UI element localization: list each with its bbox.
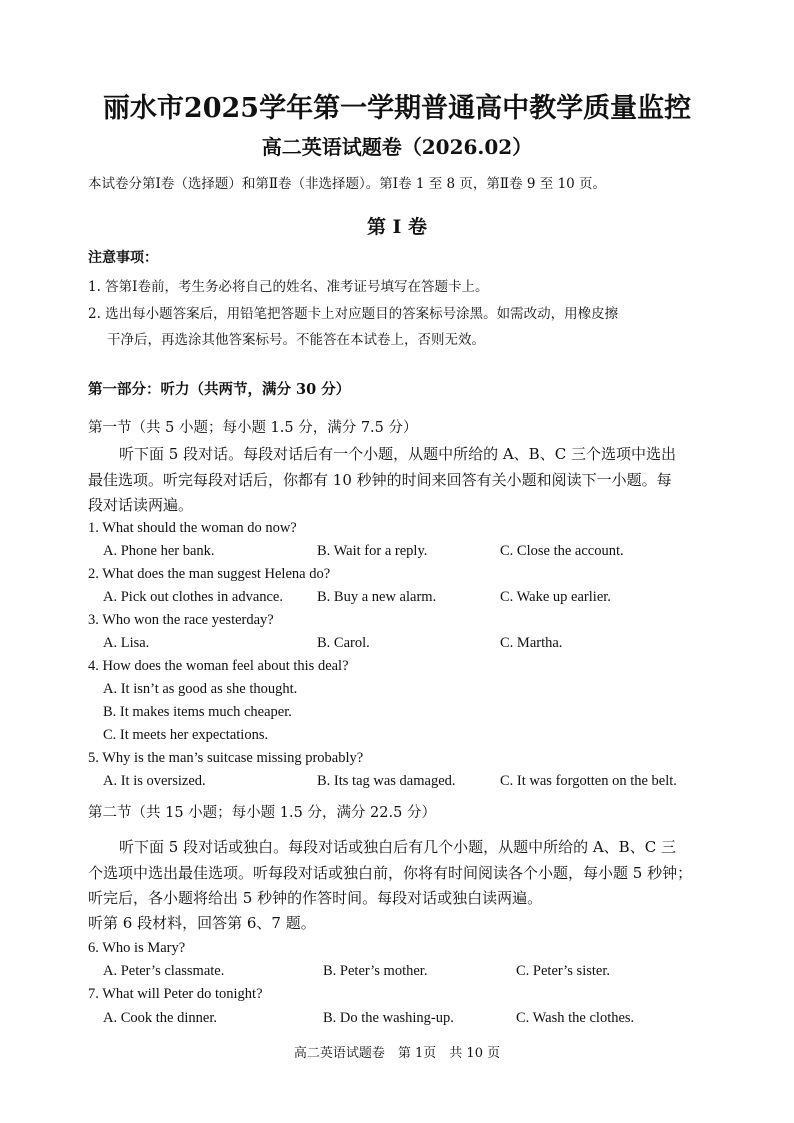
note-item-1: 1. 答第Ⅰ卷前，考生务必将自己的姓名、准考证号填写在答题卡上。 — [88, 279, 489, 295]
section1-instructions-line-2: 最佳选项。听完每段对话后，你都有 10 秒钟的时间来回答有关小题和阅读下一小题。每 — [88, 471, 672, 489]
question-1-option-b: B. Wait for a reply. — [317, 543, 428, 559]
question-2-option-a: A. Pick out clothes in advance. — [103, 589, 283, 605]
question-3-option-b: B. Carol. — [317, 635, 370, 651]
note-item-2-line-1: 2. 选出每小题答案后，用铅笔把答题卡上对应题目的答案标号涂黑。如需改动，用橡皮擦 — [88, 306, 619, 322]
note-item-2-line-2: 干净后，再选涂其他答案标号。不能答在本试卷上，否则无效。 — [107, 332, 485, 348]
question-4-stem: 4. How does the woman feel about this deal? — [88, 658, 349, 674]
section2-instructions-line-3: 听完后，各小题将给出 5 秒钟的作答时间。每段对话或独白读两遍。 — [88, 889, 543, 907]
question-2-option-b: B. Buy a new alarm. — [317, 589, 437, 605]
question-4-option-a: A. It isn’t as good as she thought. — [103, 681, 298, 697]
question-2-stem: 2. What does the man suggest Helena do? — [88, 566, 331, 582]
question-1-option-c: C. Close the account. — [500, 543, 624, 559]
notes-heading: 注意事项： — [88, 250, 158, 266]
exam-subtitle: 高二英语试题卷（2026.02） — [261, 135, 533, 159]
question-7-stem: 7. What will Peter do tonight? — [88, 986, 263, 1002]
section1-title: 第一节（共 5 小题；每小题 1.5 分，满分 7.5 分） — [88, 420, 418, 436]
question-3-option-c: C. Martha. — [500, 635, 563, 651]
question-4-option-c: C. It meets her expectations. — [103, 727, 269, 743]
question-6-option-b: B. Peter’s mother. — [323, 963, 428, 979]
question-6-stem: 6. Who is Mary? — [88, 940, 186, 956]
section2-instructions-line-2: 个选项中选出最佳选项。听每段对话或独白前，你将有时间阅读各个小题，每小题 5 秒钟； — [88, 864, 693, 882]
question-1-option-a: A. Phone her bank. — [103, 543, 215, 559]
question-1-stem: 1. What should the woman do now? — [88, 520, 297, 536]
material-6-instruction: 听第 6 段材料，回答第 6、7 题。 — [88, 914, 316, 932]
page-footer: 高二英语试题卷 第 1页 共 10 页 — [293, 1046, 501, 1061]
question-4-option-b: B. It makes items much cheaper. — [103, 704, 292, 720]
exam-title: 丽水市2025学年第一学期普通高中教学质量监控 — [102, 93, 692, 124]
exam-intro: 本试卷分第Ⅰ卷（选择题）和第Ⅱ卷（非选择题）。第Ⅰ卷 1 至 8 页，第Ⅱ卷 9 至 10 页。 — [88, 176, 607, 192]
section1-instructions-line-3: 段对话读两遍。 — [88, 496, 194, 514]
question-5-option-b: B. Its tag was damaged. — [317, 773, 456, 789]
question-6-option-a: A. Peter’s classmate. — [103, 963, 225, 979]
volume-title: 第 I 卷 — [366, 216, 428, 238]
section2-instructions-line-1: 听下面 5 段对话或独白。每段对话或独白后有几个小题，从题中所给的 A、B、C 三 — [119, 838, 676, 856]
question-5-stem: 5. Why is the man’s suitcase missing probably? — [88, 750, 364, 766]
question-5-option-c: C. It was forgotten on the belt. — [500, 773, 677, 789]
question-5-option-a: A. It is oversized. — [103, 773, 206, 789]
section2-title: 第二节（共 15 小题；每小题 1.5 分，满分 22.5 分） — [88, 805, 436, 821]
part1-title: 第一部分：听力（共两节，满分 30 分） — [88, 381, 351, 398]
question-6-option-c: C. Peter’s sister. — [516, 963, 610, 979]
question-7-option-c: C. Wash the clothes. — [516, 1010, 635, 1026]
question-2-option-c: C. Wake up earlier. — [500, 589, 611, 605]
question-3-option-a: A. Lisa. — [103, 635, 150, 651]
section1-instructions-line-1: 听下面 5 段对话。每段对话后有一个小题，从题中所给的 A、B、C 三个选项中选出 — [119, 445, 676, 463]
question-7-option-b: B. Do the washing-up. — [323, 1010, 454, 1026]
question-3-stem: 3. Who won the race yesterday? — [88, 612, 274, 628]
question-7-option-a: A. Cook the dinner. — [103, 1010, 217, 1026]
